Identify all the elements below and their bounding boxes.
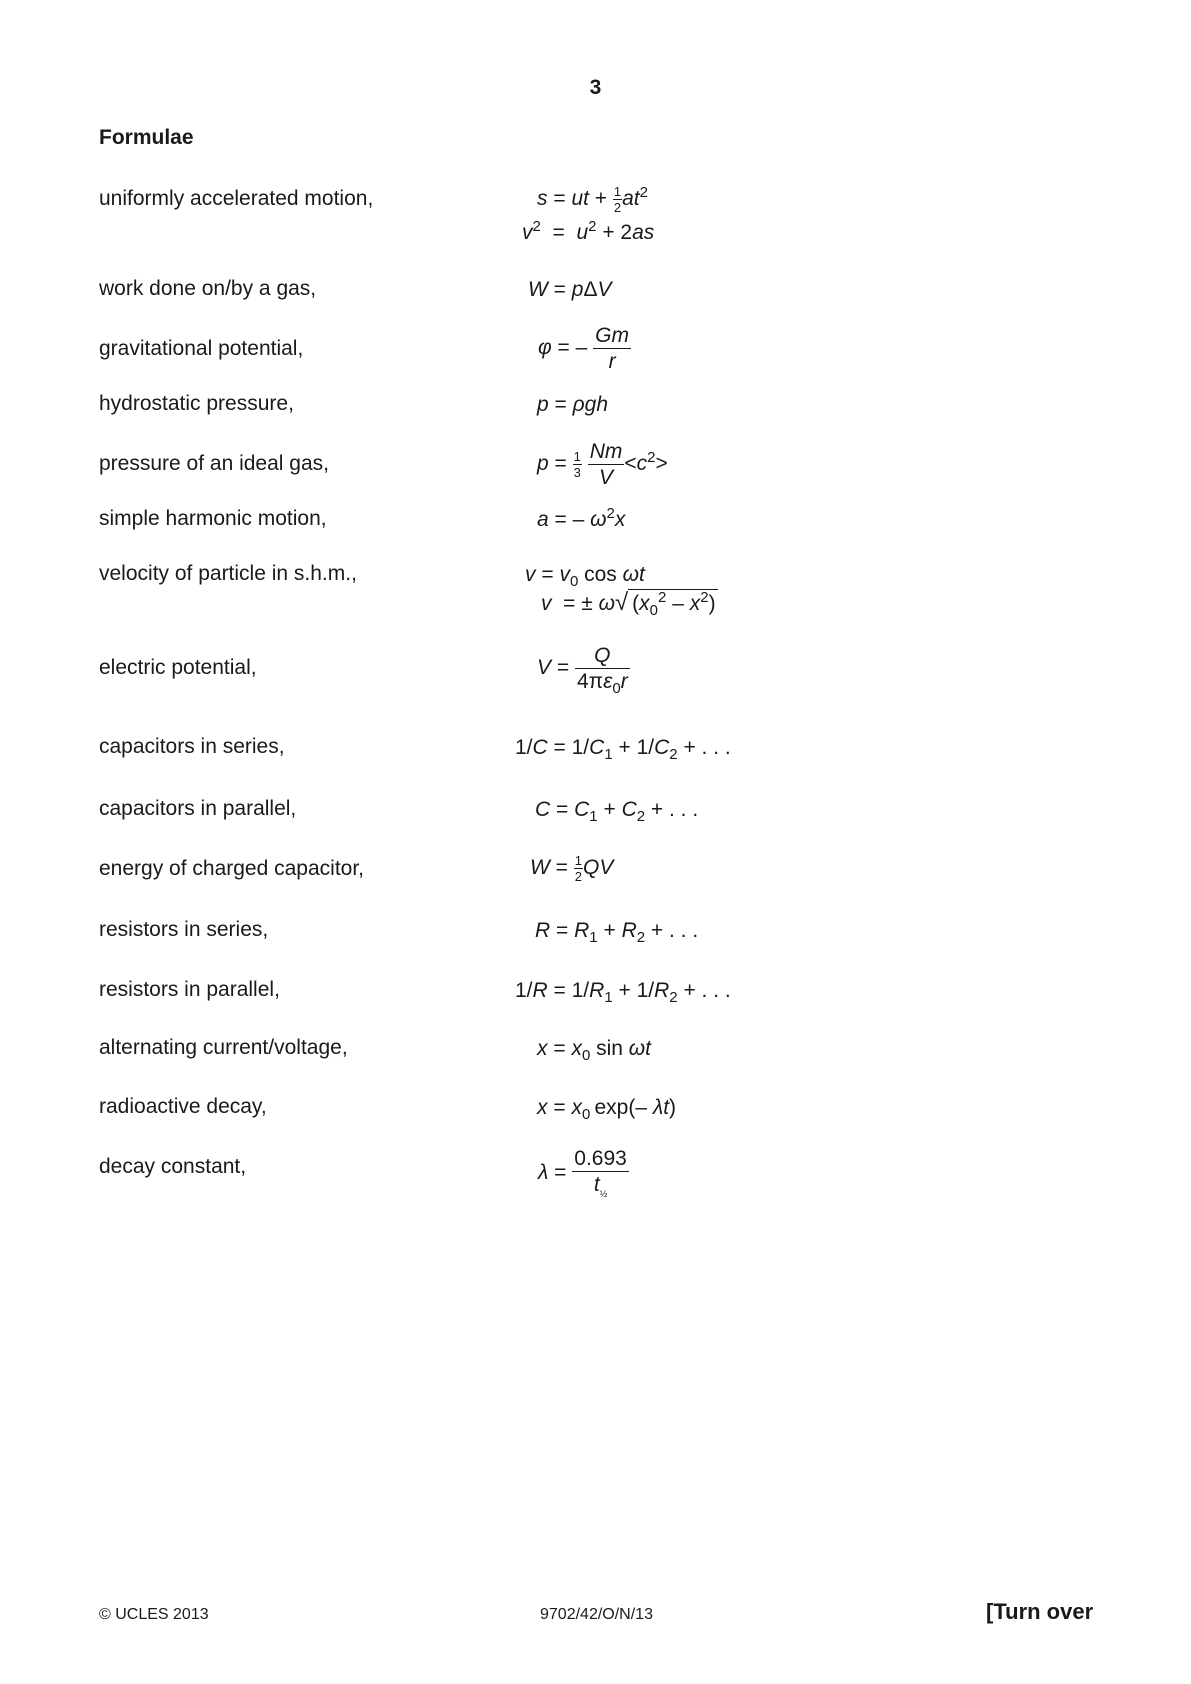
third-fraction: $\frac{1}{3}$ [573, 449, 581, 480]
half-life-fraction: $\frac{0.693}{t_{\frac{1}{2}}}$ [574, 1147, 627, 1199]
formula-label-radioactive-decay: radioactive decay, [99, 1095, 267, 1118]
formula-label-decay-constant: decay constant, [99, 1155, 247, 1178]
square-root-symbol: √ [615, 589, 629, 616]
equation-resistors-series: $R = R_1 + R_2$ + . . . [535, 919, 699, 946]
equation-shm: a = – $\omega^2x$ [537, 505, 626, 531]
formula-label-uniform-motion: uniformly accelerated motion, [99, 187, 374, 210]
formula-label-capacitor-energy: energy of charged capacitor, [99, 857, 365, 880]
equation-ideal-gas: p = $\frac{1}{3}$ $\frac{Nm}{V}$ $<c^2>$ [537, 440, 668, 489]
formula-label-alternating: alternating current/voltage, [99, 1036, 348, 1059]
equation-hydrostatic: p = ρgh [537, 393, 609, 416]
half-fraction: $\frac{1}{2}$ [574, 853, 582, 884]
formula-label-resistors-series: resistors in series, [99, 918, 269, 941]
formula-label-capacitors-parallel: capacitors in parallel, [99, 797, 297, 820]
footer-paper-code: 9702/42/O/N/13 [540, 1606, 653, 1623]
equation-capacitors-parallel: $C = C_1 + C_2$ + . . . [535, 798, 699, 825]
equation-shm-velocity-2: v = ± ω√ $(x_0^2 - x^2)$ [541, 589, 716, 619]
equation-work-gas: W = pΔV [528, 278, 612, 301]
half-fraction: $\frac{1}{2}$ [613, 184, 622, 215]
formula-label-electric-potential: electric potential, [99, 656, 257, 679]
formula-label-capacitors-series: capacitors in series, [99, 735, 285, 758]
formula-label-grav-potential: gravitational potential, [99, 337, 304, 360]
equation-decay-constant: λ = $\frac{0.693}{t_{\frac{1}{2}}}$ [538, 1147, 627, 1199]
formula-label-hydrostatic: hydrostatic pressure, [99, 392, 294, 415]
equation-uniform-motion-1: s = ut + $\frac{1}{2}$ $at^2$ [537, 184, 648, 215]
equation-radioactive-decay: $x = x_0$ exp(– λt) [537, 1096, 677, 1123]
equation-shm-velocity-1: $v = v_0$ cos ωt [525, 563, 645, 590]
footer-turn-over: [Turn over [986, 1599, 1094, 1624]
equation-capacitor-energy: W = $\frac{1}{2}$ QV [530, 853, 614, 884]
formula-label-ideal-gas: pressure of an ideal gas, [99, 452, 329, 475]
equation-grav-potential: φ = – $\frac{Gm}{r}$ [538, 324, 629, 373]
formula-label-shm-velocity: velocity of particle in s.h.m., [99, 562, 357, 585]
equation-uniform-motion-2: $v^2 = u^2 + 2as$ [522, 218, 655, 244]
equation-electric-potential: V = $\frac{Q}{4\pi\varepsilon_0r}$ [537, 644, 628, 697]
equation-resistors-parallel: $1/R = 1/R_1 + 1/R_2$ + . . . [515, 979, 731, 1006]
formula-label-resistors-parallel: resistors in parallel, [99, 978, 280, 1001]
equation-capacitors-series: $1/C = 1/C_1 + 1/C_2$ + . . . [515, 736, 731, 763]
page-heading: Formulae [99, 126, 194, 149]
gm-over-r-fraction: $\frac{Gm}{r}$ [595, 324, 629, 373]
formula-label-shm: simple harmonic motion, [99, 507, 327, 530]
formula-label-work-gas: work done on/by a gas, [99, 277, 317, 300]
nm-over-v-fraction: $\frac{Nm}{V}$ [589, 440, 623, 489]
page-number: 3 [589, 76, 602, 99]
q-over-4pi-epsilon-r-fraction: $\frac{Q}{4\pi\varepsilon_0r}$ [576, 644, 628, 697]
equation-alternating: $x = x_0$ sin ωt [537, 1037, 651, 1064]
footer-copyright: © UCLES 2013 [99, 1606, 209, 1623]
